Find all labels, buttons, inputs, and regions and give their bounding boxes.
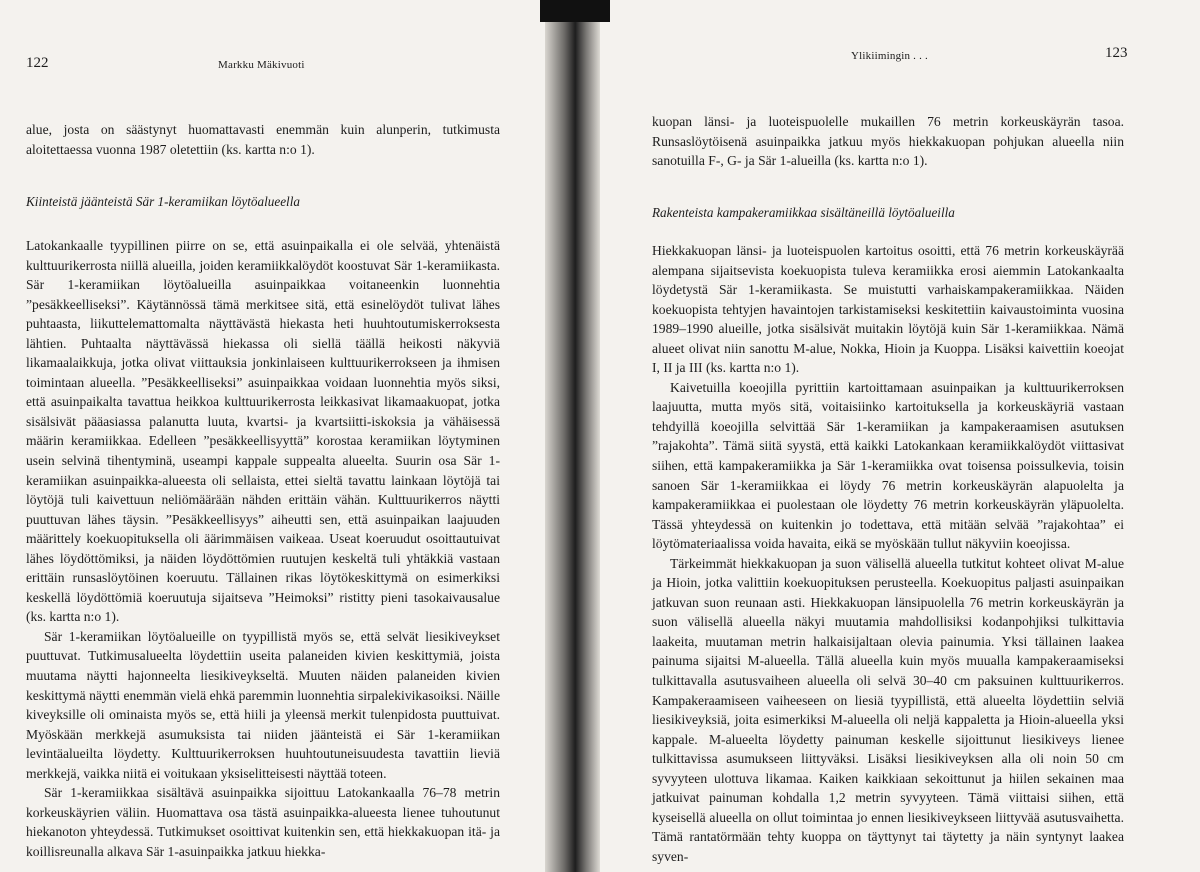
body-column <box>652 241 1124 867</box>
intro-paragraph: kuopan länsi- ja luoteispuolelle mukaillen 76 metrin korkeuskäyrän tasoa. Runsaslöytöisenä asuinpaikka jatkuu myös hiekkakuopan pohjukan alueella niin sanotuilla F-, G- ja Sär 1-alueilla (ks. kartta n:o 1). <box>652 114 1124 169</box>
page-number: 123 <box>1105 45 1128 61</box>
paragraph: Latokankaalle tyypillinen piirre on se, että asuinpaikalla ei ole selvää, yhtenäistä kulttuurikerrosta niillä alueilla, joiden keramiikkalöydöt koostuvat Sär 1-keramiikasta. Sär 1-keramiikan löytöalueilla asuinpaikkaa voitaneenkin luonnehtia ”pesäkkeelliseksi”. Käytännössä tämä merkitsee sitä, että esinelöydöt tulivat lähes puhtaasta, liikuttelemattomalta näyttävästä hiekasta heti huuhtoutumiskerroksesta lähtien. Puhtaalta näyttävässä hiekassa oli siellä täällä heikosti näkyviä likamaalaikkuja, jotka olivat viittauksia jonkinlaiseen kulttuurikerrokseen ja ihmisen toimintaan alueella. ”Pesäkkeelliseksi” asuinpaikkaa voidaan luonnehtia myös siksi, että asuinpaikalta tavattua heikkoa kulttuurikerrosta leikkasivat likamaakuopat, jotka sisälsivät pääasiassa palanutta luuta, kvartsi- ja kvartsiitti-iskoksia ja vähäisessä määrin keramiikkaa. Edelleen ”pesäkkeellisyyttä” korostaa keramiikan löytyminen usein selvinä tihentyminä, useampi kappale suppealta alueelta. Suurin osa Sär 1-keramiikan asuinpaikka-alueesta oli sellaista, ettei sieltä tavattu lainkaan löytöjä tai löytöjä tuli kaivettuun neliömäärään nähden erittäin vähän. Kulttuurikerros näytti puuttuvan lähes täysin. ”Pesäkkeellisyys” aiheutti sen, että asuinpaikan laajuuden määrittely koekuopituksella oli äärimmäisen vaikeaa. Useat koeruudut osoittautuivat lähes löydöttömiksi, ja näiden löydöttömien ruutujen keskeltä tuli yhtäkkiä vastaan erittäin runsaslöytöinen koeruutu. Tällainen rikas löytökeskittymä on esimerkiksi keskellä löydöttömiä koeruutuja sijaitseva ”Heimoksi” ristitty pieni tasokaivausalue (ks. kartta n:o 1). <box>26 238 500 625</box>
left-page <box>0 0 545 872</box>
paragraph: Sär 1-keramiikkaa sisältävä asuinpaikka sijoittuu Latokankaalla 76–78 metrin korkeuskäyrien väliin. Huomattava osa tästä asuinpaikka-alueesta lienee tuhoutunut hiekanoton yhteydessä. Tutkimukset osoittivat kuitenkin sen, että hiekkakuopan itä- ja koillisreunalla alkava Sär 1-asuinpaikka jatkuu hiekka- <box>26 785 500 859</box>
body-column <box>26 236 500 862</box>
page-number: 122 <box>26 55 49 71</box>
section-heading: Kiinteistä jäänteistä Sär 1-keramiikan löytöalueella <box>26 194 300 209</box>
paragraph: Kaivetuilla koeojilla pyrittiin kartoittamaan asuinpaikan ja kulttuurikerroksen laajuutta, mutta myös sitä, voitaisiinko kartoituksella ja korkeuskäyriä vastaan tehdyillä koeojilla selvittää Sär 1-keramiikan ja kampakeraamisen asutuksen ”rajakohta”. Tämä siitä syystä, että kaikki Latokankaan keramiikkalöydöt viittasivat siihen, että kampakeramiikka ja Sär 1-keramiikka ovat toisensa poissulkevia, toisin sanoen Sär 1-keramiikkaa ei löydy 76 metrin korkeuskäyrän alapuolelta ja kampakeramiikkaa ei puolestaan ole löydetty 76 metrin korkeuskäyrän yläpuolelta. Tässä yhteydessä on kuitenkin jo todettava, että mitään selvää ”rajakohtaa” ei löytömateriaalissa voida havaita, eikä se myöskään tullut näkyviin koeojissa. <box>652 379 1124 552</box>
intro-text <box>652 112 1124 171</box>
running-head: Markku Mäkivuoti <box>218 59 305 71</box>
intro-text <box>26 120 500 159</box>
paragraph: Hiekkakuopan länsi- ja luoteispuolen kartoitus osoitti, että 76 metrin korkeuskäyrää alempana sijaitsevista koekuopista tuleva keramiikka erosi aiemmin Latokankaalta löydetystä Sär 1-keramiikasta. Se muistutti varhaiskampakeramiikkaa. Näiden koekuopista tehtyjen havaintojen tarkistamiseksi keskitettiin kaivaustoiminta vuosina 1989–1990 alueille, jotka sisälsivät muitakin löytöjä kuin Sär 1-keramiikkaa. Nämä alueet olivat niin sanottu M-alue, Nokka, Hioin ja Kuoppa. Lisäksi kaivettiin koeojat I, II ja III (ks. kartta n:o 1). <box>652 243 1124 376</box>
paragraph: Sär 1-keramiikan löytöalueille on tyypillistä myös se, että selvät liesikiveykset puuttuvat. Tutkimusalueelta löydettiin useita palaneiden kivien keskittymiä, joista muutama näytti hajonneelta liesikiveykseltä. Muuten näiden palaneiden kivien keskittymä näytti enemmän vielä ehkä paremmin luonnehtia sirpalekivikasoiksi. Näille kiveyksille oli ominaista myös se, että hiili ja yleensä merkit tulenpidosta puuttuivat. Myöskään merkkejä asumuksista tai niiden jäänteistä ei Sär 1-keramiikan levintäalueilta löydetty. Kulttuurikerroksen huuhtoutuneisuudesta tavattiin lieviä merkkejä, vaikka niitä ei voitukaan yksiselitteisesti näyttää toteen. <box>26 628 500 781</box>
intro-paragraph: alue, josta on säästynyt huomattavasti enemmän kuin alunperin, tutkimusta aloitettaessa vuonna 1987 oletettiin (ks. kartta n:o 1). <box>26 122 500 157</box>
running-head: Ylikiimingin . . . <box>851 50 928 62</box>
section-heading: Rakenteista kampakeramiikkaa sisältäneillä löytöalueilla <box>652 205 955 220</box>
book-gutter <box>545 0 600 872</box>
right-page <box>600 0 1200 872</box>
paragraph: Tärkeimmät hiekkakuopan ja suon välisellä alueella tutkitut kohteet olivat M-alue ja Hioin, jotka valittiin koekuopituksen perusteella. Koekuopitus paljasti asuinpaikan jatkuvan suon reunaan asti. Hiekkakuopan länsipuolella 76 metrin korkeuskäyrän ja suon välisellä alueella näkyi muutamia mahdollisiksi kodanpohjiksi tulkittavia laakeita, muutaman metrin halkaisijaltaan olevia painumia. Yksi tällainen laakea painuma sijaitsi M-alueella. Tällä alueella kuin myös muualla kampakeraamiseksi tulkittavalla asutusvaiheen alueella oli selvä 30–40 cm paksuinen kulttuurikerros. Kampakeraamiseen vaiheeseen on liesiä tyypillistä, että alueelta löydettiin selviä liesikiveyksiä, joita esimerkiksi M-alueella oli neljä kappaletta ja Hioin-alueella yksi kappale. M-alueelta löydetty painuman keskelle sijoittunut liesikiveys lienee tulkittavissa asumukseen liittyväksi. Lisäksi liesikiveyksen alla oli noin 50 cm syvyyteen ulottuva likamaa. Kaiken kaikkiaan sekoittunut ja hiilen sekainen maa jatkuivat painuman kohdalla 1,2 metrin syvyyteen. Tämä viittaisi siihen, että kyseisellä alueella on ollut toimintaa jo ennen liesikiveykseen liittyvää asutusvaihetta. Tämä rantatörmään tehty kuoppa on täyttynyt tai täytetty ja näin syntynyt laakea syven- <box>652 555 1124 864</box>
